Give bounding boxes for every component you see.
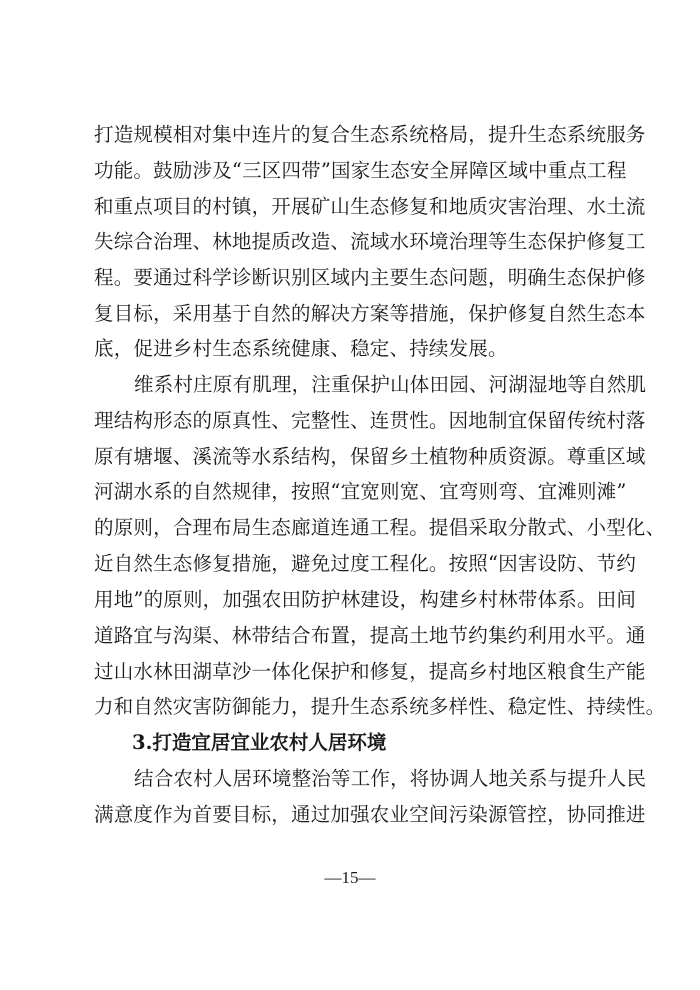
paragraph-line: 的原则，合理布局生态廊道连通工程。提倡采取分散式、小型化、 bbox=[94, 516, 666, 539]
paragraph-line: 理结构形态的原真性、完整性、连贯性。因地制宜保留传统村落 bbox=[94, 409, 646, 432]
paragraph-line: 结合农村人居环境整治等工作，将协调人地关系与提升人民 bbox=[134, 767, 647, 790]
paragraph-line: 满意度作为首要目标，通过加强农业空间污染源管控，协同推进 bbox=[94, 803, 646, 826]
page-number: —15— bbox=[324, 868, 376, 887]
paragraph-line: 用地”的原则，加强农田防护林建设，构建乡村林带体系。田间 bbox=[94, 588, 637, 611]
paragraph-line: 程。要通过科学诊断识别区域内主要生态问题，明确生态保护修 bbox=[94, 266, 646, 289]
paragraph-line: 原有塘堰、溪流等水系结构，保留乡土植物种质资源。尊重区域 bbox=[94, 445, 646, 468]
paragraph-line: 过山水林田湖草沙一体化保护和修复，提高乡村地区粮食生产能 bbox=[94, 660, 646, 683]
paragraph-line: 底，促进乡村生态系统健康、稳定、持续发展。 bbox=[94, 337, 508, 360]
paragraph-line: 和重点项目的村镇，开展矿山生态修复和地质灾害治理、水土流 bbox=[94, 195, 646, 218]
paragraph-line: 复目标，采用基于自然的解决方案等措施，保护修复自然生态本 bbox=[94, 302, 646, 325]
paragraph-line: 失综合治理、林地提质改造、流域水环境治理等生态保护修复工 bbox=[94, 230, 646, 253]
paragraph-line: 维系村庄原有肌理，注重保护山体田园、河湖湿地等自然肌 bbox=[134, 373, 647, 396]
section-heading: 3.打造宜居宜业农村人居环境 bbox=[132, 731, 387, 754]
paragraph-line: 功能。鼓励涉及“三区四带”国家生态安全屏障区域中重点工程 bbox=[94, 159, 627, 182]
paragraph-line: 近自然生态修复措施，避免过度工程化。按照“因害设防、节约 bbox=[94, 552, 637, 575]
paragraph-line: 打造规模相对集中连片的复合生态系统格局，提升生态系统服务 bbox=[94, 123, 646, 146]
paragraph-line: 力和自然灾害防御能力，提升生态系统多样性、稳定性、持续性。 bbox=[94, 695, 666, 718]
paragraph-line: 道路宜与沟渠、林带结合布置，提高土地节约集约利用水平。通 bbox=[94, 624, 646, 647]
paragraph-line: 河湖水系的自然规律，按照“宜宽则宽、宜弯则弯、宜滩则滩” bbox=[94, 480, 627, 503]
